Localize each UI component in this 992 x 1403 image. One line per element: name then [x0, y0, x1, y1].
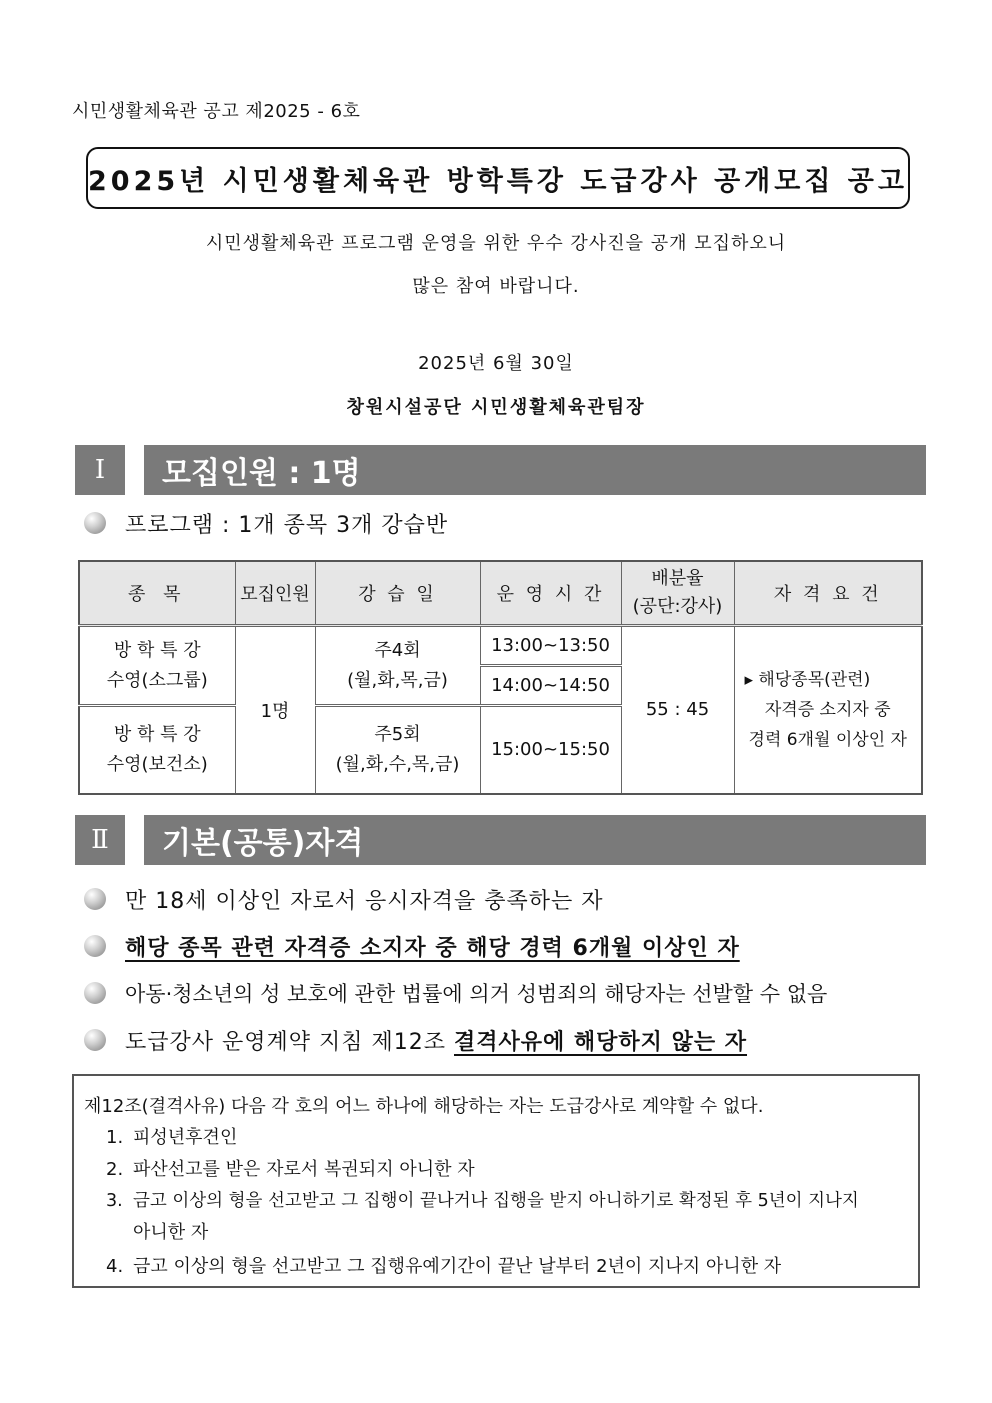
- header-qualification: 자 격 요 건: [734, 561, 922, 626]
- list-item: 1. 피성년후견인: [106, 1127, 238, 1148]
- row2-subject: 방 학 특 강 수영(보건소): [79, 706, 235, 794]
- list-item-continuation: 아니한 자: [133, 1222, 209, 1243]
- row2-time: 15:00~15:50: [480, 706, 621, 794]
- bullet-icon: [84, 982, 106, 1004]
- requirement-license: 해당 종목 관련 자격증 소지자 중 해당 경력 6개월 이상인 자: [125, 936, 740, 961]
- bullet-icon: [84, 1029, 106, 1051]
- intro-line-2: 많은 참여 바랍니다.: [412, 276, 580, 297]
- notice-date: 2025년 6월 30일: [418, 353, 574, 374]
- requirement-sex-offense: 아동·청소년의 성 보호에 관한 법률에 의거 성범죄의 해당자는 선발할 수 없음: [125, 982, 828, 1006]
- notice-number: 시민생활체육관 공고 제2025 - 6호: [72, 101, 361, 122]
- row1-days: 주4회 (월,화,목,금): [315, 626, 480, 706]
- header-subject: 종 목: [79, 561, 235, 626]
- list-item: 2. 파산선고를 받은 자로서 복권되지 아니한 자: [106, 1159, 475, 1180]
- document-title-text: 2025년 시민생활체육관 방학특강 도급강사 공개모집 공고: [88, 165, 908, 197]
- bullet-icon: [84, 935, 106, 957]
- bullet-icon: [84, 512, 106, 534]
- section-1-number: Ⅰ: [75, 445, 125, 495]
- intro-line-1: 시민생활체육관 프로그램 운영을 위한 우수 강사진을 공개 모집하오니: [205, 233, 787, 254]
- section-1-title: 모집인원 : 1명: [144, 445, 926, 495]
- requirement-disqualification: 도급강사 운영계약 지침 제12조 결격사유에 해당하지 않는 자: [125, 1030, 748, 1055]
- header-days: 강 습 일: [315, 561, 480, 626]
- list-item: 3. 금고 이상의 형을 선고받고 그 집행이 끝나거나 집행을 받지 아니하기로 확정된 후 5년이 지나지: [106, 1191, 859, 1211]
- article-heading: 제12조(결격사유) 다음 각 호의 어느 하나에 해당하는 자는 도급강사로 계약할 수 없다.: [84, 1096, 764, 1117]
- issuer: 창원시설공단 시민생활체육관팀장: [346, 397, 646, 418]
- header-ratio: 배분율 (공단:강사): [621, 561, 734, 626]
- row1-subject: 방 학 특 강 수영(소그룹): [79, 626, 235, 706]
- list-item: 4. 금고 이상의 형을 선고받고 그 집행유예기간이 끝난 날부터 2년이 지나지 아니한 자: [106, 1256, 782, 1277]
- document-title: [86, 147, 910, 209]
- row1-time-1: 13:00~13:50: [480, 626, 621, 666]
- header-hours: 운 영 시 간: [480, 561, 621, 626]
- row2-days: 주5회 (월,화,수,목,금): [315, 706, 480, 794]
- row1-time-2: 14:00~14:50: [480, 666, 621, 706]
- bullet-icon: [84, 888, 106, 910]
- requirement-age: 만 18세 이상인 자로서 응시자격을 충족하는 자: [125, 889, 604, 914]
- section-2-title: 기본(공통)자격: [144, 815, 926, 865]
- section-2-number: Ⅱ: [75, 815, 125, 865]
- ratio-cell: 55 : 45: [621, 626, 734, 794]
- recruits-cell: 1명: [235, 626, 315, 794]
- header-recruits: 모집인원: [235, 561, 315, 626]
- table-header-row: [79, 561, 922, 626]
- program-summary: 프로그램 : 1개 종목 3개 강습반: [125, 513, 449, 538]
- disqualification-article-box: [72, 1074, 920, 1288]
- program-table: [78, 560, 923, 795]
- qualification-cell: ▸ 해당종목(관련) 자격증 소지자 중 경력 6개월 이상인 자: [734, 626, 922, 794]
- table-row: [79, 626, 922, 666]
